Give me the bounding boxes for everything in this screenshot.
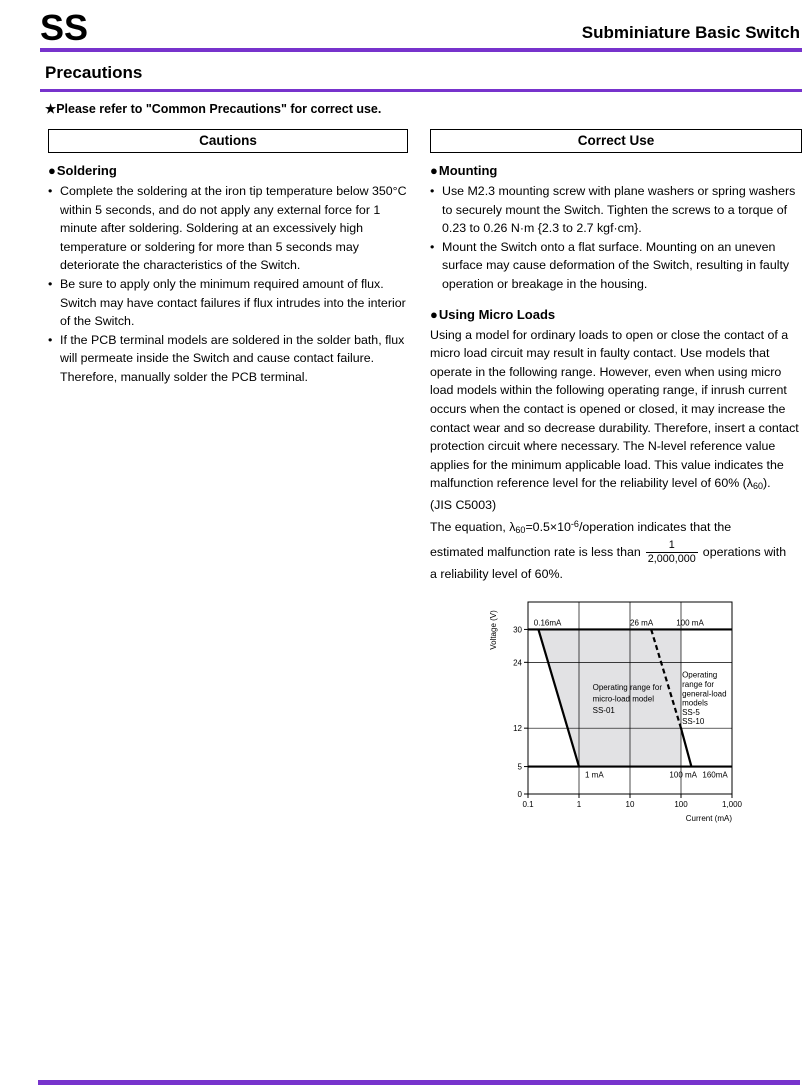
point-label: 160mA	[702, 770, 728, 780]
using-micro-loads-heading-label: Using Micro Loads	[438, 306, 556, 322]
rate-text-after: operations with	[702, 544, 787, 559]
product-code: SS	[40, 7, 89, 48]
fraction-numerator: 1	[668, 539, 675, 552]
y-tick-label: 5	[517, 762, 522, 772]
correct-use-box-title: Correct Use	[430, 129, 802, 153]
region-label: range for	[682, 679, 715, 689]
bullet-text: Use M2.3 mounting screw with plane washers or spring washers to securely mount the Switch. Tighten the screws to a torque of 0.23 to 0.26 N·m {2.3 to 2.7 kgf·cm}.	[442, 184, 796, 236]
equation-text-end: /operation indicates that the	[578, 519, 732, 534]
load-range-chart	[480, 596, 760, 835]
equation-text: The equation, λ	[430, 519, 516, 534]
region-label: SS-01	[592, 705, 615, 715]
bullet-icon: •	[48, 276, 53, 291]
fraction	[646, 539, 698, 565]
section-marker-icon: ●	[430, 306, 438, 322]
header-rule	[40, 48, 802, 52]
region-label: Operating range for	[592, 682, 663, 692]
using-micro-loads-heading	[430, 307, 802, 322]
page-title: Precautions	[45, 63, 143, 82]
bullet-icon: •	[430, 239, 435, 254]
mounting-heading-label: Mounting	[438, 163, 498, 178]
rate-text-before: estimated malfunction rate is less than	[430, 544, 641, 559]
bullet-text: Be sure to apply only the minimum required amount of flux. Switch may have contact failures if flux intrudes into the interior of the Switch.	[60, 276, 406, 329]
region-label: SS-5	[682, 707, 700, 717]
page-content	[40, 0, 802, 835]
footer-rule	[38, 1080, 800, 1085]
list-item	[430, 182, 802, 238]
point-label: 100 mA	[676, 617, 704, 627]
list-item	[48, 331, 408, 387]
region-label: Operating	[682, 670, 718, 680]
reliability-line: a reliability level of 60%.	[430, 566, 563, 581]
point-label: 100 mA	[669, 770, 697, 780]
bullet-text: Complete the soldering at the iron tip temperature below 350°C within 5 seconds, and do not apply any external force for 1 minute after soldering. Soldering at an excessively high temperature or soldering for more than 5 seconds may deteriorate the characteristics of the Switch.	[60, 184, 407, 273]
y-tick-label: 12	[513, 723, 522, 733]
soldering-bullet-list	[48, 182, 408, 387]
cautions-column	[40, 129, 408, 835]
bullet-icon: •	[430, 184, 435, 198]
micro-loads-paragraph	[430, 326, 802, 496]
title-rule	[40, 89, 802, 92]
mounting-bullet-list	[430, 182, 802, 294]
bullet-icon: •	[48, 184, 53, 198]
common-precautions-note: ★Please refer to "Common Precautions" for correct use.	[45, 102, 382, 116]
x-axis-title: Current (mA)	[685, 813, 732, 823]
y-tick-label: 0	[517, 789, 522, 799]
spacer	[430, 294, 802, 307]
list-item	[430, 238, 802, 294]
list-item	[48, 275, 408, 331]
x-tick-label: 1,000	[721, 799, 743, 809]
jis-reference: (JIS C5003)	[430, 497, 497, 512]
cautions-box-title: Cautions	[48, 129, 408, 153]
load-range-chart-svg	[480, 596, 752, 830]
x-tick-label: 1	[576, 799, 582, 809]
page-header	[40, 0, 802, 46]
region-label: general-load	[682, 688, 727, 698]
soldering-heading	[48, 163, 408, 178]
point-label: 1 mA	[585, 770, 604, 780]
paragraph-text: Using a model for ordinary loads to open or close the contact of a micro load circuit may result in faulty contact. Use models that operate in the following range. However, even when using micro load models within the following operating range, if inrush current occurs when the contact is opened or closed, it may increase the contact wear and so decrease durability. Therefore, insert a contact protection circuit where necessary. The N-level reference value applies for the minimum applicable load. This value indicates the malfunction reference level for the reliability level of 60% (λ	[430, 327, 799, 491]
lambda-subscript: 60	[753, 481, 764, 492]
bullet-icon: •	[48, 332, 53, 347]
fraction-denominator: 2,000,000	[647, 552, 696, 565]
x-tick-label: 100	[674, 799, 688, 809]
region-label: SS-10	[682, 716, 705, 726]
mounting-heading	[430, 163, 802, 178]
region-label: models	[682, 698, 708, 708]
point-label: 26 mA	[630, 617, 654, 627]
malfunction-rate-line	[430, 539, 802, 565]
y-tick-label: 30	[513, 624, 522, 634]
soldering-heading-label: Soldering	[56, 163, 117, 178]
y-axis-title: Voltage (V)	[489, 609, 498, 650]
correct-use-column	[430, 129, 802, 835]
x-tick-label: 0.1	[522, 799, 534, 809]
exponent-superscript: -6	[570, 518, 579, 529]
section-marker-icon: ●	[430, 163, 438, 178]
equation-text-mid: =0.5×10	[525, 519, 571, 534]
list-item	[48, 182, 408, 275]
paragraph-text-end: ).	[763, 476, 771, 491]
y-tick-label: 24	[513, 657, 522, 667]
point-label: 0.16mA	[533, 617, 562, 627]
two-column-layout	[40, 129, 802, 835]
equation-line	[430, 515, 802, 540]
bullet-text: Mount the Switch onto a flat surface. Mounting on an uneven surface may cause deformation of the Switch, resulting in faulty operation or breakage in the housing.	[442, 239, 790, 291]
document-title: Subminiature Basic Switch	[581, 23, 800, 42]
region-label: micro-load model	[592, 693, 654, 703]
lambda-subscript: 60	[515, 524, 526, 535]
bullet-text: If the PCB terminal models are soldered in the solder bath, flux will permeate inside the Switch and cause contact failure. Therefore, manually solder the PCB terminal.	[60, 332, 405, 384]
x-tick-label: 10	[625, 799, 635, 809]
section-marker-icon: ●	[48, 163, 56, 178]
boundary-line-solid	[681, 728, 691, 766]
